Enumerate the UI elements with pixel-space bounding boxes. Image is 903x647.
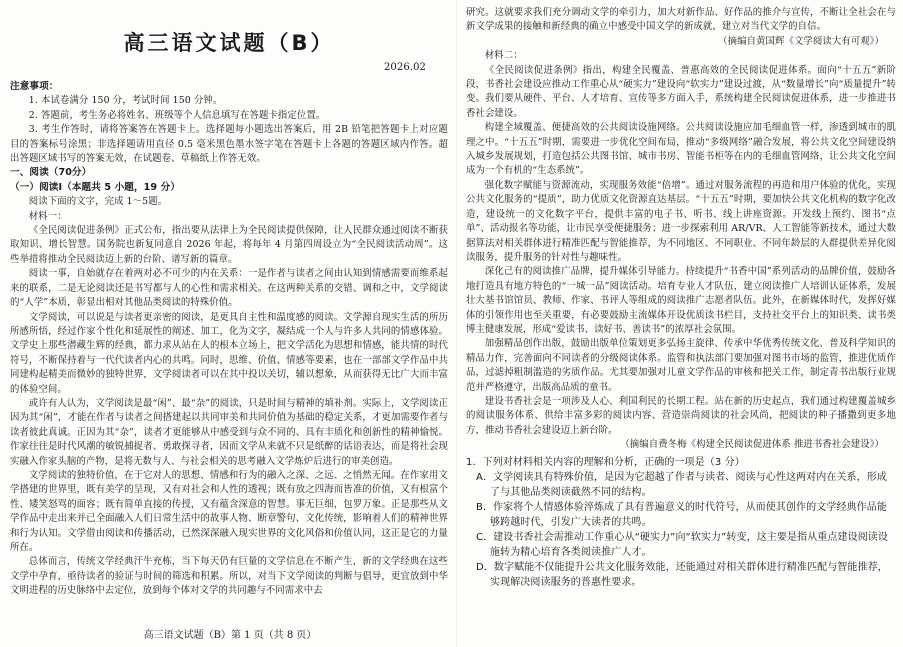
sub-section-heading: （一）阅读Ⅰ（本题共 5 小题，19 分） bbox=[10, 181, 181, 193]
question-1-option-d: D．数字赋能不仅能提升公共文化服务效能，还能通过对相关群体进行精准匹配与智能推荐，实现解决阅读服务的普惠性要求。 bbox=[476, 561, 888, 588]
exam-date: 2026.02 bbox=[383, 62, 426, 73]
material1-paragraph: 文学阅读，可以说是与读者更亲密的阅读，是更具自主性和温度感的阅读。文学源自现实生活的所历所感所悟，经过作家个性化和延展性的阐述、加工，化为文字，凝结成一个人与许多人共同的情感体验。文学史上那些潜藏生辉的经典，都力求从站在人的根本立场上，把文学活化为思想和情感，能共情的时代符号，不断保持着与一代代读者内心的共鸣。同时，思维、价值、情感等要素，也在一部部文学作品中共同建构起精美而微妙的独特世界，文学阅读者可以在其中投以关切，辅以想象，从而获得无比广大而丰富的体验空间。 bbox=[10, 311, 448, 395]
page-fold-line bbox=[456, 0, 457, 647]
material2-paragraph: 深化己有的阅读推广品牌，提升媒体引导能力。持续提升“书香中国”系列活动的品牌价值，鼓励各地打造具有地方特色的“一城一品”阅读活动。培育专业人才队伍，建立阅读推广人培训认证体系，发展壮大基书馆馆员、教师、作家、书评人等组成的阅读推广志愿者队伍。此外，在新媒体时代，发挥好媒体的引领作用也至关重要，有必要鼓励主流媒体开设优质读书栏目，支持社交平台上的知识类、读书类博主健康发展，形成“爱读书、读好书、善读书”的浓厚社会氛围。 bbox=[466, 266, 896, 335]
material1-paragraph: 文学阅读的独特价值，在于它对人的思想、情感和行为的融入之深、之远、之悄然无闻。在作家用文学搭建的世界里，既有美学的呈现，又有对社会和人性的透视；既有放之四海而皆准的价值，又有根富个性、矮笑怒骂的面容；既有简单直接的传授，又有蕴含深意的智慧。事无巨细，包罗万象。正是那些从文学作品中走出来并已全面融入人们日常生活中的故事人物、断章警句、文化传统，影响着人们的精神世界和行为认知。文学借由阅读和传播活动，已然深深融入现实世界的文化风俗和价值认同，这正是它的力量所在。 bbox=[10, 469, 448, 553]
reading-instruction: 阅读下面的文字，完成 1～5题。 bbox=[28, 196, 168, 208]
note-item: 2. 答题前，考生务必将姓名、班级等个人信息填写在答题卡指定位置。 bbox=[28, 109, 326, 121]
material2-paragraph: 加强精品创作出版，鼓励出版单位策划更多弘扬主旋律、传承中华优秀传统文化、普及科学知识的精品力作，完善面向不同读者的分级阅读体系。监管和执法部门要加强对图书市场的监管，推进优质作品，过滤掉粗制滥造的劣质作品。尤其要加强对儿童文学作品的审核和把关工作，制定青书出版行业规范并严格遵守，出版高品质的童书。 bbox=[466, 338, 896, 393]
material1-paragraph: 或许有人认为，文学阅读是最“闲”、最“杂”的阅读，只是时间与精神的填补剂。实际上，文学阅读正因为其“闲”，才能在作者与读者之间搭建起以共同审美和共同价值为基础的稳定关系，才更加需要作者与读者彼此真诚。正因为其“杂”，读者才更能够从中感受到与众不同的、具有丰质化和创新性的精神愉悦。作家往往是时代风潮的敏锐捕捉者、勇敢探寻者，因而文学从来就不只是纸醉的话语表达，而是将社会现实融入作家头脑的产物，是将无数与人、与社会相关的思考融入文学炼炉后进行的审美创造。 bbox=[10, 397, 448, 467]
material1-continuation: 研究。这就要求我们充分调动文学的牵引力，加大对新作品、好作品的推介与宣传，不断让全社会在与新文学成果的接触和新经典的确立中感受中国文学的新成就，建立对当代文学的自信。 bbox=[466, 7, 896, 33]
question-1-option-b: B．作家将个人情感体验淬炼成了具有普遍意义的时代符号，从而使其创作的文学经典作品能够跨越时代，引发广大读者的共鸣。 bbox=[476, 501, 887, 528]
material1-paragraph: 总体而言，传统文学经典汗牛充栋，当下每天仍有巨量的文学信息在不断产生，新的文学经典在这些文学中孕育，亟待读者的验证与时间的筛选和积累。所以，对当下文学阅读的判断与倡导，更宜放到中华文明进程的历史脉络中去定位，放到每个体对文学的共同趣与不同需求中去 bbox=[10, 556, 448, 597]
question-1-stem: 1．下列对材料相关内容的理解和分析，正确的一项是（3 分） bbox=[466, 456, 745, 468]
right-column bbox=[466, 6, 896, 625]
section-heading: 一、阅读（70分） bbox=[10, 167, 92, 179]
material1-source: （摘编自黄国辉《文学阅读大有可观》） bbox=[718, 35, 884, 47]
material1-paragraph: 《全民阅读促进条例》正式公布，指出要从法律上为全民阅读提供保障，让人民群众通过阅读不断获取知识、增长智慧。国务院也新复同意自 2026 年起，将每年 4 月第四周设立为“全民阅读活动周”。这些举措将推动全民阅读迈上新的台阶、谱写新的篇章。 bbox=[10, 225, 448, 265]
page-footer: 高三语文试题（B）第 1 页（共 8 页） bbox=[143, 630, 317, 641]
material2-paragraph: 构建全域覆盖、便捷高效的公共阅读设施网络。公共阅读设施应加毛细血管一样，渗透到城市的肌理之中。“十五五”时期，需要进一步优化空间布局，推动“多级网络”融合发展，将公共文化空间建设纳入城乡发展规划，打造包括公共图书馆、城市书房、智能书柜等在内的毛细血管网络，让公共文化空间成为一个有机的“生态系统”。 bbox=[466, 122, 896, 177]
question-1-option-c: C．建设书香社会需推动工作重心从“硬实力”向“软实力”转变，这主要是指从重点建设阅读设施转为精心培育各类阅读推广人才。 bbox=[476, 531, 889, 558]
note-item: 1. 本试卷满分 150 分，考试时间 150 分钟。 bbox=[28, 95, 223, 107]
material1-label: 材料一： bbox=[28, 210, 67, 222]
material2-paragraph: 《全民阅读促进条例》指出，构建全民覆盖、普惠高效的全民阅读促进体系。面向“十五五”新阶段，书香社会建设应推动工作重心从“硬实力”建设向“软实力”建设过渡，从“数量增长”向“质量提升”转变。我们要从硬件、平台、人才培育、宣传等多方面入手，系统构建全民阅读促进体系，进一步推进书香社会建设。 bbox=[466, 64, 896, 119]
material2-paragraph: 强化数字赋能与资源流动，实现服务效能“倍增”。通过对服务流程的再造和用户体验的优化，实现公共文化服务的“提质”，助力优质文化资源直达基层。“十五五”时期，要加快公共文化机构的数字化改造，建设统一的文化数字平台，提供丰富的电子书、听书、线上讲座资源。开发线上预约、图书“点单”、活动报名等功能，让市民享受便捷服务；进一步探索利用 AR/VR、人工智能等新技术，通过大数据算法对相关群体进行精准匹配与智能推荐，为不同地区、不同职业、不同年龄层的人群提供差异化阅读服务，提升服务的针对性与趣味性。 bbox=[466, 179, 896, 263]
material1-paragraph: 阅读一事，自始就存在着两对必不可少的内在关系：一是作者与读者之间由认知到情感需要而维系起来的联系，二是无论阅读还是书写都与人的心性和需求相关。在这两种关系的交错、调和之中，文学阅读的“人学”本质，彰显出相对其他品类阅读的特殊价值。 bbox=[10, 268, 448, 309]
notes-heading: 注意事项： bbox=[10, 81, 59, 92]
question-1-option-a: A．文学阅读具有特殊价值，是因为它超越了作者与读者、阅读与心性这两对内在关系，形成了与其他品类阅读截然不同的结构。 bbox=[476, 471, 887, 498]
material2-source: （摘编自费冬梅《构建全民阅读促进体系 推进书香社会建设》） bbox=[620, 439, 884, 451]
note-item: 3. 考生作答时，请将答案答在答题卡上。选择题每小题选出答案后，用 2B 铅笔把答题卡上对应题目的答案标号涂黑；非选择题请用直径 0.5 毫米黑色墨水签字笔在答题卡上各题的答题区域内作答。超出答题区域书写的答案无效，在试题卷、草稿纸上作答无效。 bbox=[10, 124, 448, 165]
material2-label: 材料二： bbox=[484, 50, 523, 62]
exam-title: 高三语文试题（B） bbox=[123, 31, 335, 55]
left-column bbox=[10, 6, 448, 625]
material2-paragraph: 建设书香社会是一项涉及人心、利国利民的长期工程。站在新的历史起点，我们通过构建覆盖城乡的阅读服务体系、供给丰富多彩的阅读内容、营造崇尚阅读的社会风尚，把阅读的种子播撒到更多地方，推动书香社会建设迈上新台阶。 bbox=[466, 395, 896, 436]
